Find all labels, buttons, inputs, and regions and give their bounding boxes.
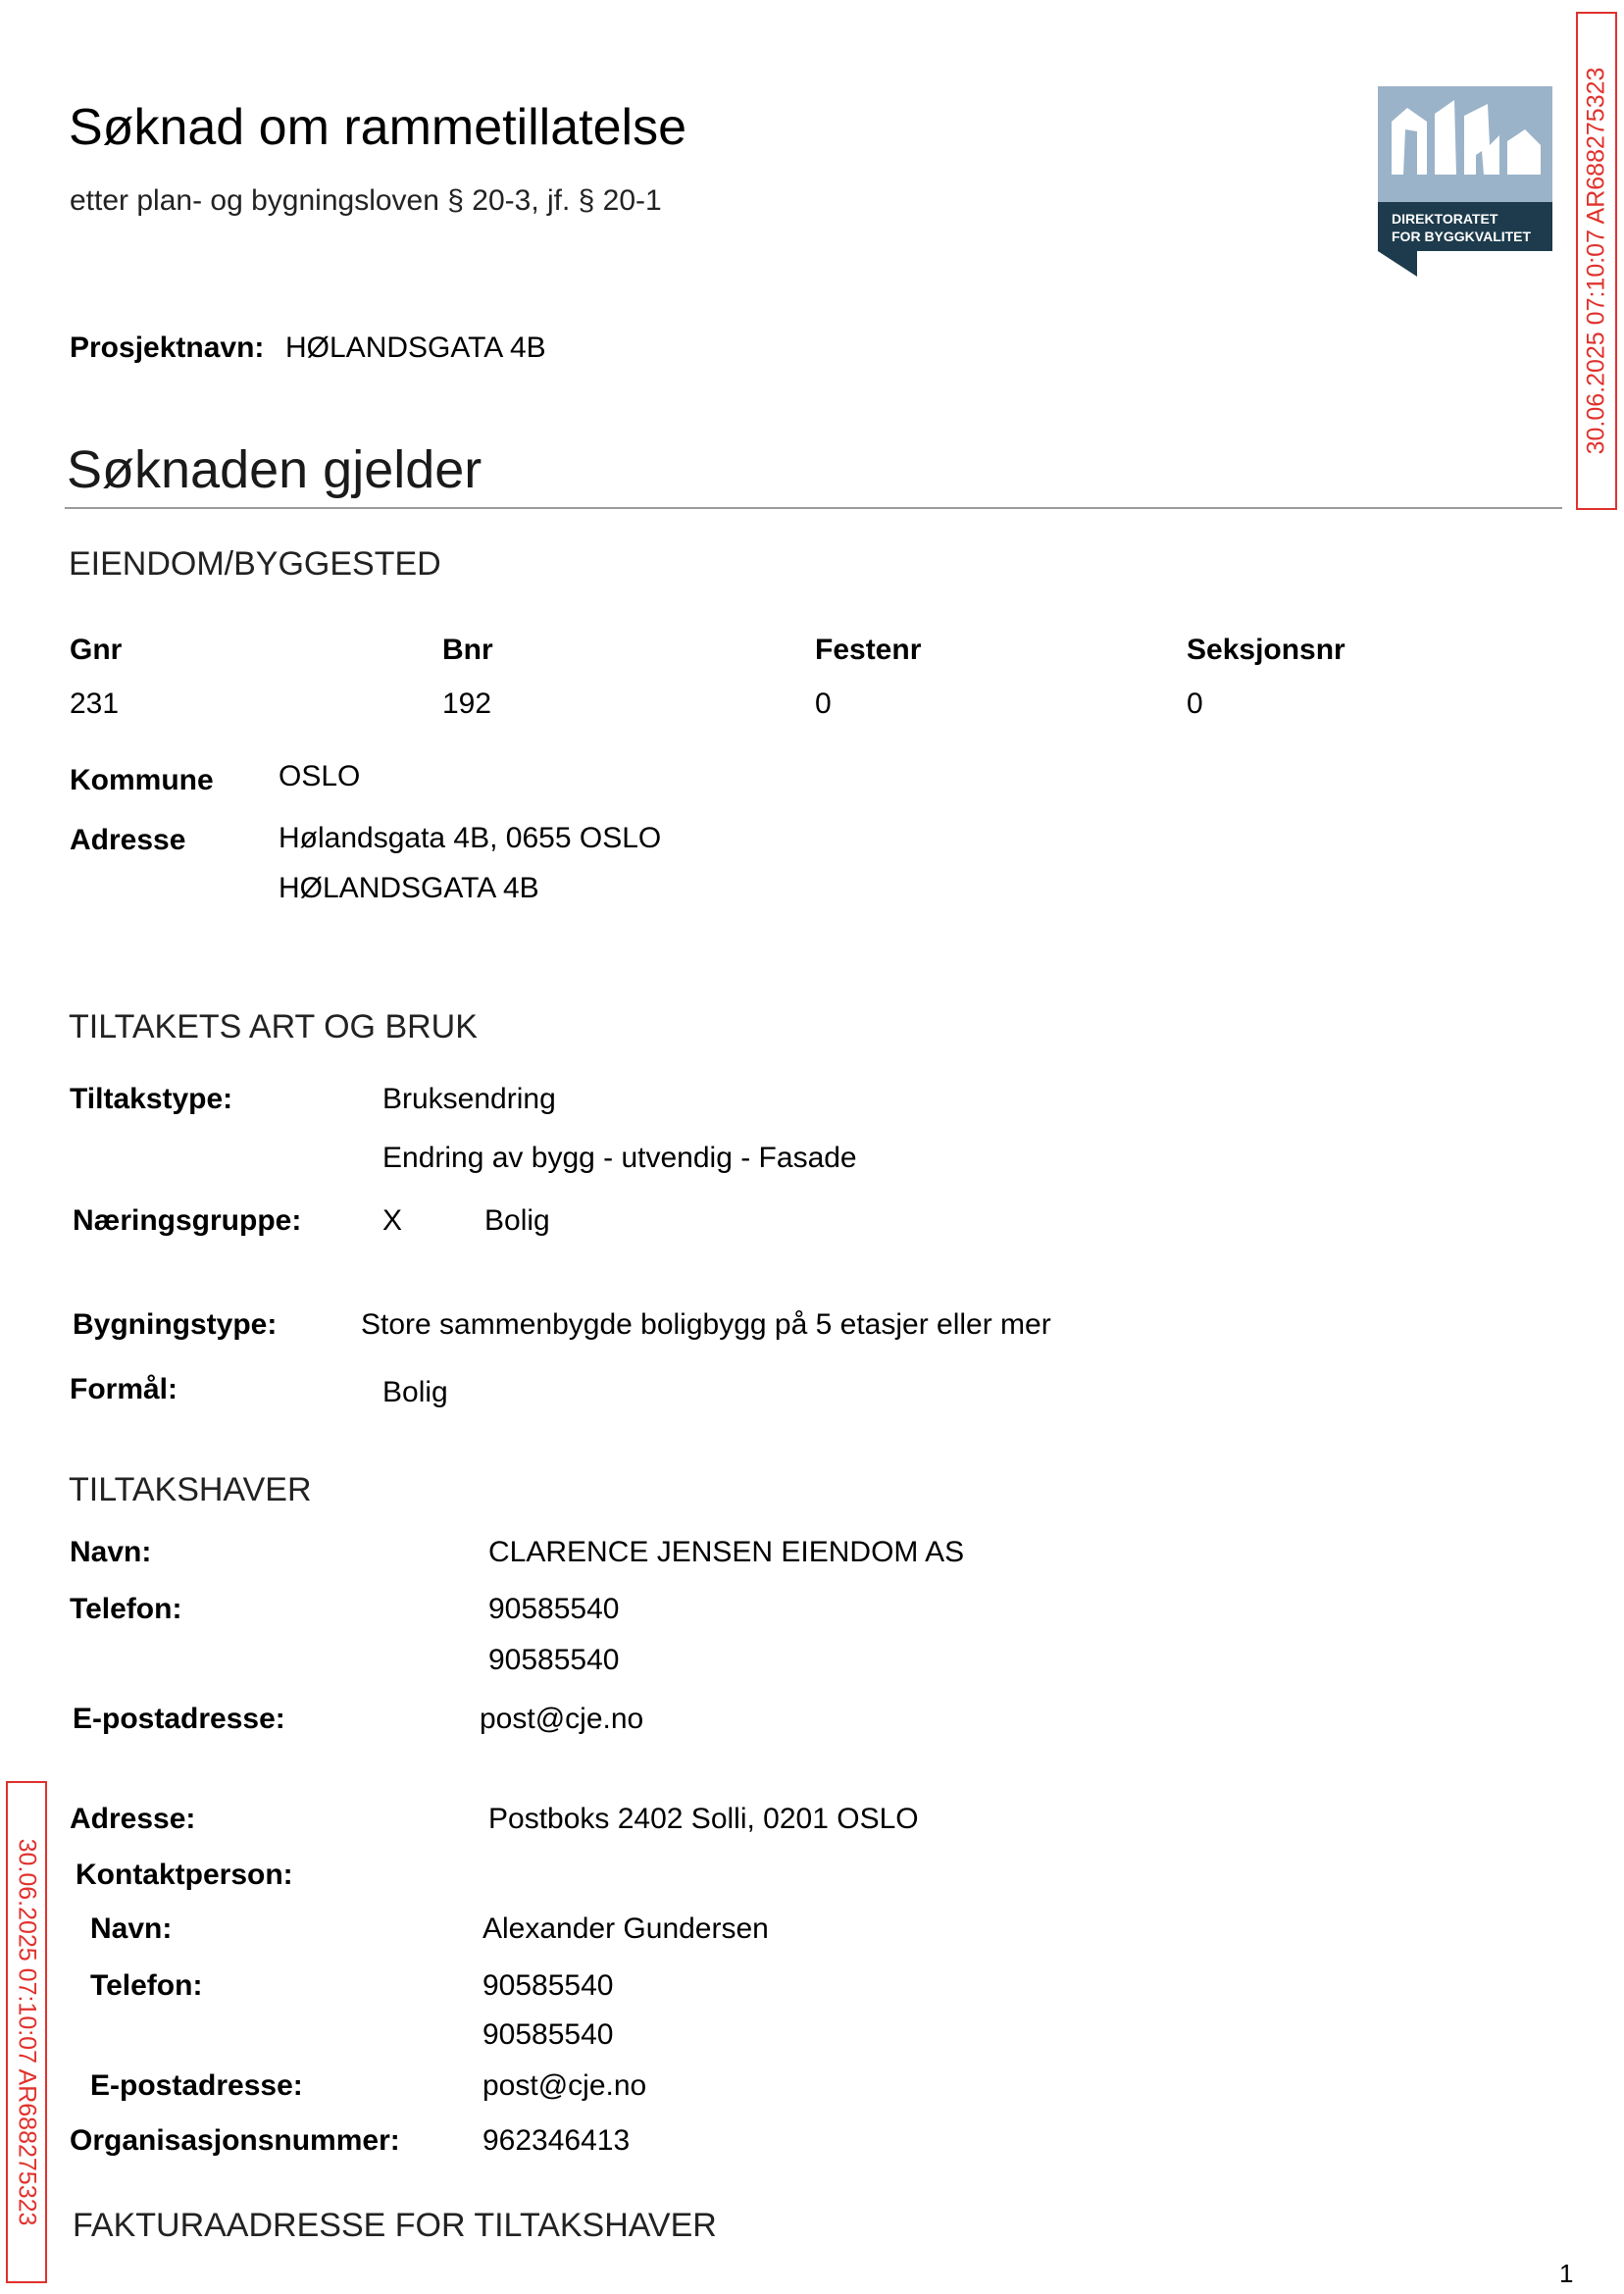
faktura-heading: FAKTURAADRESSE FOR TILTAKSHAVER xyxy=(73,2207,717,2244)
bygningstype-value: Store sammenbygde boligbygg på 5 etasjer eller mer xyxy=(361,1308,1051,1341)
project-name-value: HØLANDSGATA 4B xyxy=(285,331,546,364)
kontaktperson-epost-value: post@cje.no xyxy=(482,2069,647,2102)
column-header-bnr: Bnr xyxy=(442,634,493,666)
column-header-seksjonsnr: Seksjonsnr xyxy=(1187,634,1345,666)
tiltakshaver-adresse-label: Adresse: xyxy=(70,1803,196,1835)
tiltakshaver-telefon-label: Telefon: xyxy=(70,1593,182,1625)
logo-text-line1: DIREKTORATET xyxy=(1392,211,1498,227)
tiltakshaver-epost-label: E-postadresse: xyxy=(73,1703,285,1735)
value-gnr: 231 xyxy=(70,688,120,720)
orgnr-label: Organisasjonsnummer: xyxy=(70,2124,400,2157)
kontaktperson-telefon-label: Telefon: xyxy=(90,1969,203,2002)
bygningstype-label: Bygningstype: xyxy=(73,1308,278,1341)
tiltakshaver-adresse-value: Postboks 2402 Solli, 0201 OSLO xyxy=(488,1803,919,1835)
kontaktperson-navn-label: Navn: xyxy=(90,1912,173,1945)
document-stamp-top xyxy=(1576,12,1617,510)
kontaktperson-telefon-1: 90585540 xyxy=(482,1969,614,2002)
stamp-text: 30.06.2025 07:10:07 AR688275323 xyxy=(1582,67,1610,455)
tiltakstype-label: Tiltakstype: xyxy=(70,1083,233,1115)
document-subtitle: etter plan- og bygningsloven § 20-3, jf. § 20-1 xyxy=(70,184,662,217)
naeringsgruppe-value: Bolig xyxy=(484,1204,550,1237)
naeringsgruppe-label: Næringsgruppe: xyxy=(73,1204,302,1237)
kontaktperson-telefon-2: 90585540 xyxy=(482,2018,614,2051)
kontaktperson-label: Kontaktperson: xyxy=(76,1859,293,1891)
tiltakshaver-navn-value: CLARENCE JENSEN EIENDOM AS xyxy=(488,1536,965,1568)
project-name-label: Prosjektnavn: xyxy=(70,331,265,364)
formal-label: Formål: xyxy=(70,1373,178,1405)
section-divider xyxy=(65,507,1562,509)
dibk-logo xyxy=(1378,86,1552,277)
page-number: 1 xyxy=(1559,2259,1574,2288)
adresse-label: Adresse xyxy=(70,824,186,856)
tiltakstype-value-1: Bruksendring xyxy=(382,1083,556,1115)
column-header-gnr: Gnr xyxy=(70,634,123,666)
section-title: Søknaden gjelder xyxy=(67,440,482,499)
adresse-line2: HØLANDSGATA 4B xyxy=(279,872,539,904)
adresse-line1: Hølandsgata 4B, 0655 OSLO xyxy=(279,822,662,854)
document-title: Søknad om rammetillatelse xyxy=(69,99,686,156)
tiltakshaver-telefon-2: 90585540 xyxy=(488,1644,620,1676)
orgnr-value: 962346413 xyxy=(482,2124,631,2157)
tiltakshaver-navn-label: Navn: xyxy=(70,1536,152,1568)
kontaktperson-navn-value: Alexander Gundersen xyxy=(482,1912,769,1945)
value-bnr: 192 xyxy=(442,688,492,720)
kommune-value: OSLO xyxy=(279,760,361,792)
tiltak-heading: TILTAKETS ART OG BRUK xyxy=(69,1008,478,1045)
tiltakshaver-telefon-1: 90585540 xyxy=(488,1593,620,1625)
value-seksjonsnr: 0 xyxy=(1187,688,1203,720)
formal-value: Bolig xyxy=(382,1376,448,1408)
kontaktperson-epost-label: E-postadresse: xyxy=(90,2069,303,2102)
value-festenr: 0 xyxy=(815,688,832,720)
column-header-festenr: Festenr xyxy=(815,634,922,666)
tiltakshaver-epost-value: post@cje.no xyxy=(480,1703,644,1735)
naeringsgruppe-code: X xyxy=(382,1204,403,1237)
tiltakshaver-heading: TILTAKSHAVER xyxy=(69,1471,312,1508)
logo-text-line2: FOR BYGGKVALITET xyxy=(1392,229,1532,244)
document-stamp-bottom xyxy=(6,1781,47,2283)
stamp-text: 30.06.2025 07:10:07 AR688275323 xyxy=(13,1838,41,2226)
property-heading: EIENDOM/BYGGESTED xyxy=(69,545,441,583)
kommune-label: Kommune xyxy=(70,764,214,796)
tiltakstype-value-2: Endring av bygg - utvendig - Fasade xyxy=(382,1142,857,1174)
